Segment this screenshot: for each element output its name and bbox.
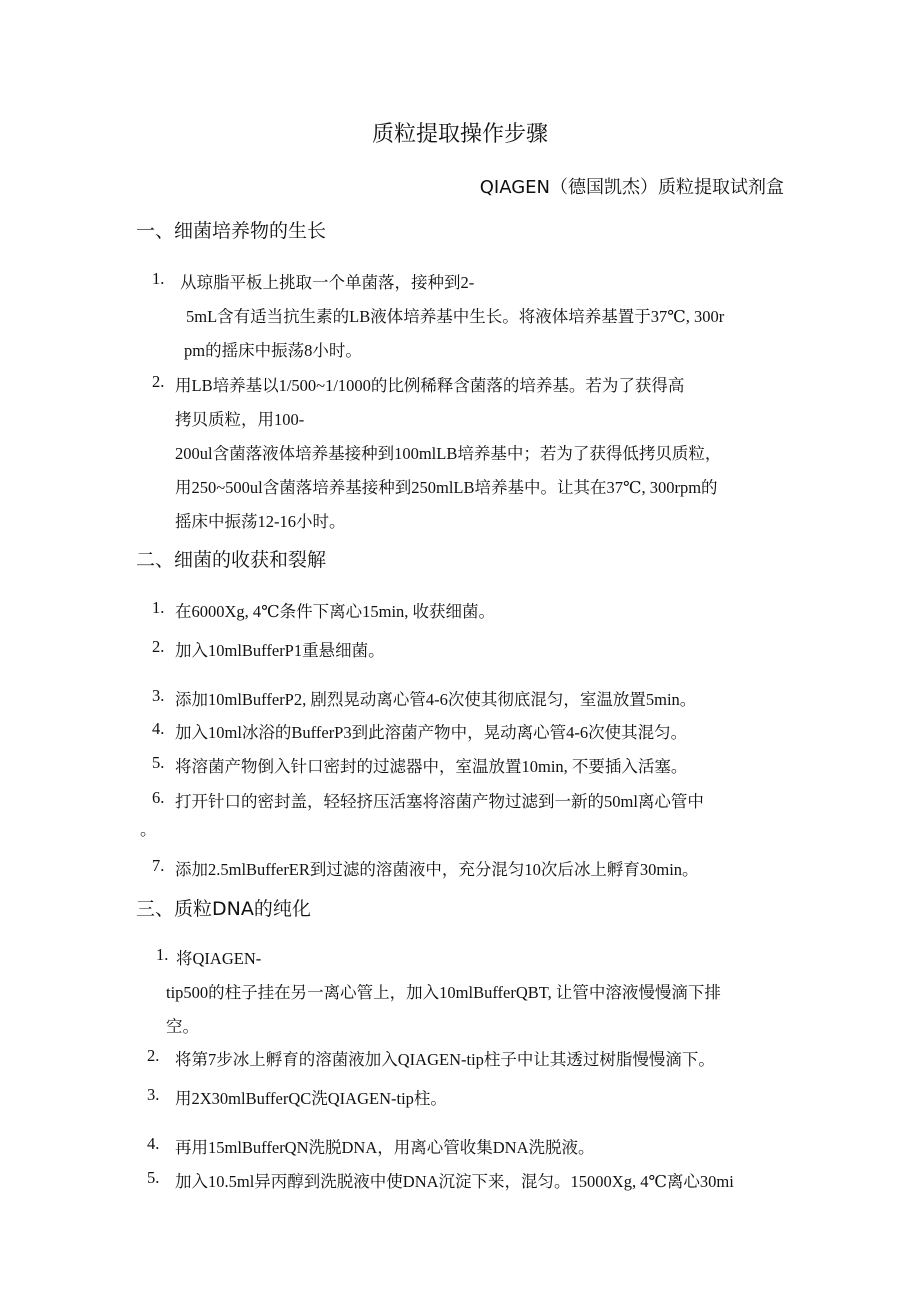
list-item-number: 7. <box>152 856 165 875</box>
list-item-number: 2. <box>152 637 165 656</box>
list-item-number: 1. <box>152 598 165 617</box>
page-title: 质粒提取操作步骤 <box>371 122 548 147</box>
list-item-text: tip500的柱子挂在另一离心管上，加入10mlBufferQBT, 让管中溶液慢慢滴下排 <box>166 983 721 1002</box>
list-item-text: 将QIAGEN- <box>176 949 262 968</box>
list-item-number: 5. <box>147 1168 160 1187</box>
list-item-number: 6. <box>152 788 165 807</box>
list-item-number: 4. <box>147 1134 160 1153</box>
list-item-text: 摇床中振荡12-16小时。 <box>175 512 346 531</box>
list-item-text: 拷贝质粒，用100- <box>175 410 305 429</box>
list-item-text: 用250~500ul含菌落培养基接种到250mlLB培养基中。让其在37℃, 300rpm的 <box>175 478 718 497</box>
list-item-number: 2. <box>147 1046 160 1065</box>
section-heading-3: 三、质粒DNA的纯化 <box>136 898 311 920</box>
list-item-number: 1. <box>156 945 169 964</box>
list-item-text: 加入10.5ml异丙醇到洗脱液中使DNA沉淀下来，混匀。15000Xg, 4℃离心30mi <box>175 1172 734 1191</box>
list-item-number: 1. <box>152 269 165 288</box>
section-heading-2: 二、细菌的收获和裂解 <box>136 549 327 571</box>
section-heading-1: 一、细菌培养物的生长 <box>136 220 327 242</box>
list-item-text: 打开针口的密封盖，轻轻挤压活塞将溶菌产物过滤到一新的50ml离心管中 <box>175 792 704 811</box>
list-item-text: 空。 <box>166 1017 199 1036</box>
list-item-text: 添加2.5mlBufferER到过滤的溶菌液中，充分混匀10次后冰上孵育30min。 <box>175 860 699 879</box>
list-item-number: 2. <box>152 372 165 391</box>
list-item-text: 将第7步冰上孵育的溶菌液加入QIAGEN-tip柱子中让其透过树脂慢慢滴下。 <box>175 1050 715 1069</box>
list-item-number: 3. <box>152 686 165 705</box>
list-item-text: 加入10ml冰浴的BufferP3到此溶菌产物中，晃动离心管4-6次使其混匀。 <box>175 723 688 742</box>
list-item-text: 在6000Xg, 4℃条件下离心15min, 收获细菌。 <box>175 602 496 621</box>
list-item-text: 再用15mlBufferQN洗脱DNA，用离心管收集DNA洗脱液。 <box>175 1138 595 1157</box>
list-item-number: 4. <box>152 719 165 738</box>
list-item-number: 3. <box>147 1085 160 1104</box>
list-item-text: 。 <box>140 820 157 839</box>
list-item-number: 5. <box>152 753 165 772</box>
list-item-text: 200ul含菌落液体培养基接种到100mlLB培养基中；若为了获得低拷贝质粒， <box>175 444 722 463</box>
page-subtitle: QIAGEN（德国凯杰）质粒提取试剂盒 <box>479 177 784 198</box>
list-item-text: 添加10mlBufferP2, 剧烈晃动离心管4-6次使其彻底混匀，室温放置5min。 <box>175 690 697 709</box>
list-item-text: pm的摇床中振荡8小时。 <box>184 341 362 360</box>
list-item-text: 加入10mlBufferP1重悬细菌。 <box>175 641 385 660</box>
list-item-text: 用2X30mlBufferQC洗QIAGEN-tip柱。 <box>175 1089 447 1108</box>
list-item-text: 5mL含有适当抗生素的LB液体培养基中生长。将液体培养基置于37℃, 300r <box>186 307 725 326</box>
list-item-text: 将溶菌产物倒入针口密封的过滤器中，室温放置10min, 不要插入活塞。 <box>175 757 688 776</box>
list-item-text: 用LB培养基以1/500~1/1000的比例稀释含菌落的培养基。若为了获得高 <box>175 376 685 395</box>
list-item-text: 从琼脂平板上挑取一个单菌落，接种到2- <box>180 273 475 292</box>
